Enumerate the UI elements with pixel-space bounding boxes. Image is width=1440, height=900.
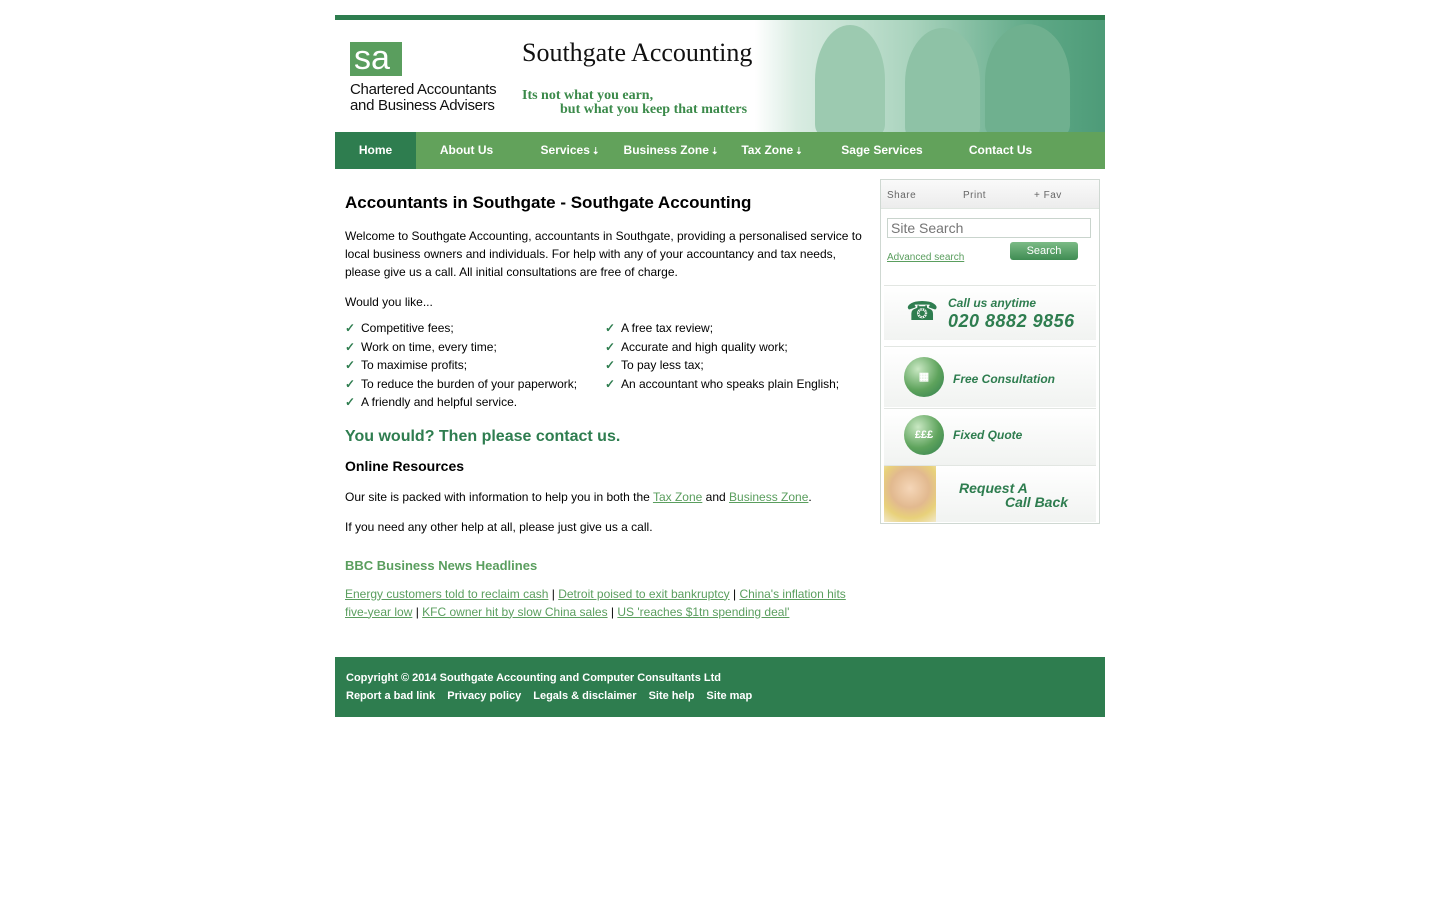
sidebar xyxy=(880,179,1100,524)
person-silhouette-3 xyxy=(985,24,1070,132)
nav-home[interactable] xyxy=(335,132,416,169)
nav-about-label: About Us xyxy=(439,143,494,157)
phone-icon: ☎ xyxy=(906,296,939,326)
page-wrapper xyxy=(335,15,1105,702)
resources-text: and xyxy=(702,489,730,504)
footer-link-legals[interactable]: Legals & disclaimer xyxy=(533,690,637,702)
news-separator: | xyxy=(729,586,740,601)
calculator-icon: ▦ xyxy=(904,357,944,397)
checkmark-icon: ✓ xyxy=(605,339,616,354)
checklist-right xyxy=(605,319,865,412)
main-content xyxy=(345,193,865,621)
logo-subtitle-line2: and Business Advisers xyxy=(350,97,495,114)
person-silhouette-1 xyxy=(815,25,885,132)
checklist-left xyxy=(345,319,605,412)
list-item xyxy=(345,338,605,357)
tagline-line1: Its not what you earn, xyxy=(522,88,654,103)
news-headlines xyxy=(345,585,865,621)
search-input[interactable] xyxy=(887,218,1091,238)
nav-business-zone[interactable] xyxy=(623,132,719,169)
free-consultation-label: Free Consultation xyxy=(953,372,1056,386)
list-item xyxy=(345,356,605,375)
header-photo xyxy=(755,20,1105,132)
news-separator: | xyxy=(548,586,559,601)
chevron-down-icon: ⇣ xyxy=(795,146,803,156)
list-item-label: A friendly and helpful service. xyxy=(361,395,518,409)
checkmark-icon: ✓ xyxy=(605,376,616,391)
checkmark-icon: ✓ xyxy=(605,321,616,335)
site-header xyxy=(335,20,1105,132)
chevron-down-icon: ⇣ xyxy=(591,146,600,156)
logo-text: sa xyxy=(354,39,390,77)
footer-link-privacy[interactable]: Privacy policy xyxy=(447,690,522,702)
logo-subtitle-line1: Chartered Accountants xyxy=(350,81,497,98)
list-item xyxy=(345,375,605,394)
list-item-label: Competitive fees; xyxy=(361,321,454,335)
bookmark-icon[interactable]: + Fav xyxy=(1034,190,1062,201)
call-us-label: Call us anytime xyxy=(948,296,1037,310)
footer-link-help[interactable]: Site help xyxy=(648,690,695,702)
logo-icon[interactable] xyxy=(350,39,402,77)
list-item xyxy=(605,356,865,375)
list-item xyxy=(605,319,865,338)
intro-paragraph: Welcome to Southgate Accounting, accountants in Southgate, providing a personalised service to local business owners and individuals. For help with any of your accountancy and tax needs, please give us a call. All initial consultations are free of charge. xyxy=(345,229,862,279)
list-item xyxy=(605,338,865,357)
request-callback-panel[interactable] xyxy=(884,465,1096,522)
fixed-quote-panel[interactable] xyxy=(884,408,1096,465)
footer-link-sitemap[interactable]: Site map xyxy=(706,690,753,702)
callback-person-icon xyxy=(884,466,936,522)
person-silhouette-2 xyxy=(905,28,980,132)
resources-text: . xyxy=(808,489,812,504)
checkmark-icon: ✓ xyxy=(345,321,356,335)
nav-home-label: Home xyxy=(358,143,393,157)
would-you-like: Would you like... xyxy=(345,295,433,309)
list-item-label: A free tax review; xyxy=(621,321,714,335)
checkmark-icon: ✓ xyxy=(605,358,616,372)
nav-contact-label: Contact Us xyxy=(968,143,1033,157)
list-item xyxy=(345,319,605,338)
checkmark-icon: ✓ xyxy=(345,339,356,354)
nav-services-label: Services xyxy=(540,143,590,157)
resources-paragraph xyxy=(345,488,865,506)
free-consultation-panel[interactable] xyxy=(884,346,1096,407)
call-us-panel[interactable] xyxy=(884,285,1096,340)
footer-links xyxy=(346,690,752,702)
list-item xyxy=(345,393,605,412)
bbc-news-title: BBC Business News Headlines xyxy=(345,557,538,573)
advanced-search-link[interactable]: Advanced search xyxy=(887,252,965,263)
list-item-label: Work on time, every time; xyxy=(361,339,497,354)
tagline-line2: but what you keep that matters xyxy=(560,102,748,117)
share-icon[interactable]: Share xyxy=(887,190,917,201)
phone-number: 020 8882 9856 xyxy=(948,311,1075,331)
tax-zone-link[interactable]: Tax Zone xyxy=(652,489,703,504)
nav-contact-us[interactable] xyxy=(939,132,1062,169)
logo-subtitle xyxy=(350,82,496,114)
main-nav xyxy=(335,132,1105,169)
checkmark-icon: ✓ xyxy=(345,358,356,372)
callback-line2: Call Back xyxy=(1005,494,1069,510)
page-title: Accountants in Southgate - Southgate Accounting xyxy=(345,193,752,212)
nav-about-us[interactable] xyxy=(416,132,517,169)
news-link[interactable]: Energy customers told to reclaim cash xyxy=(345,586,549,601)
checkmark-icon: ✓ xyxy=(345,395,356,409)
nav-business-zone-label: Business Zone xyxy=(623,143,709,157)
news-link[interactable]: US 'reaches $1tn spending deal' xyxy=(617,604,790,619)
brand-title: Southgate Accounting xyxy=(522,38,753,67)
printer-icon[interactable]: Print xyxy=(963,190,987,201)
checklist xyxy=(345,319,865,412)
list-item-label: To pay less tax; xyxy=(621,358,704,372)
list-item xyxy=(605,375,865,394)
online-resources-heading: Online Resources xyxy=(345,457,465,474)
fixed-quote-label: Fixed Quote xyxy=(953,428,1023,442)
contact-cta: You would? Then please contact us. xyxy=(345,427,621,445)
news-link[interactable]: KFC owner hit by slow China sales xyxy=(422,604,608,619)
nav-sage-label: Sage Services xyxy=(841,143,923,157)
help-paragraph: If you need any other help at all, please just give us a call. xyxy=(345,519,653,534)
nav-sage-services[interactable] xyxy=(825,132,939,169)
callback-line1: Request A xyxy=(959,480,1028,496)
pound-icon: £££ xyxy=(904,415,944,455)
copyright: Copyright © 2014 Southgate Accounting and Computer Consultants Ltd xyxy=(346,672,721,684)
chevron-down-icon: ⇣ xyxy=(710,146,719,156)
resources-text: Our site is packed with information to help you in both the xyxy=(345,489,653,504)
news-link[interactable]: China's inflation hits five-year low xyxy=(345,586,846,619)
news-link[interactable]: Detroit poised to exit bankruptcy xyxy=(558,586,730,601)
nav-tax-zone-label: Tax Zone xyxy=(741,143,794,157)
list-item-label: Accurate and high quality work; xyxy=(621,339,788,354)
news-separator: | xyxy=(412,604,423,619)
checkmark-icon: ✓ xyxy=(345,376,356,391)
nav-tax-zone[interactable] xyxy=(719,132,825,169)
footer xyxy=(335,657,1105,717)
footer-link-report[interactable]: Report a bad link xyxy=(346,690,436,702)
search-button[interactable]: Search xyxy=(1010,242,1078,260)
list-item-label: An accountant who speaks plain English; xyxy=(621,376,840,391)
list-item-label: To maximise profits; xyxy=(361,358,468,372)
list-item-label: To reduce the burden of your paperwork; xyxy=(361,376,578,391)
news-separator: | xyxy=(607,604,618,619)
nav-services[interactable] xyxy=(517,132,623,169)
business-zone-link[interactable]: Business Zone xyxy=(729,489,809,504)
share-toolbar xyxy=(881,180,1099,209)
